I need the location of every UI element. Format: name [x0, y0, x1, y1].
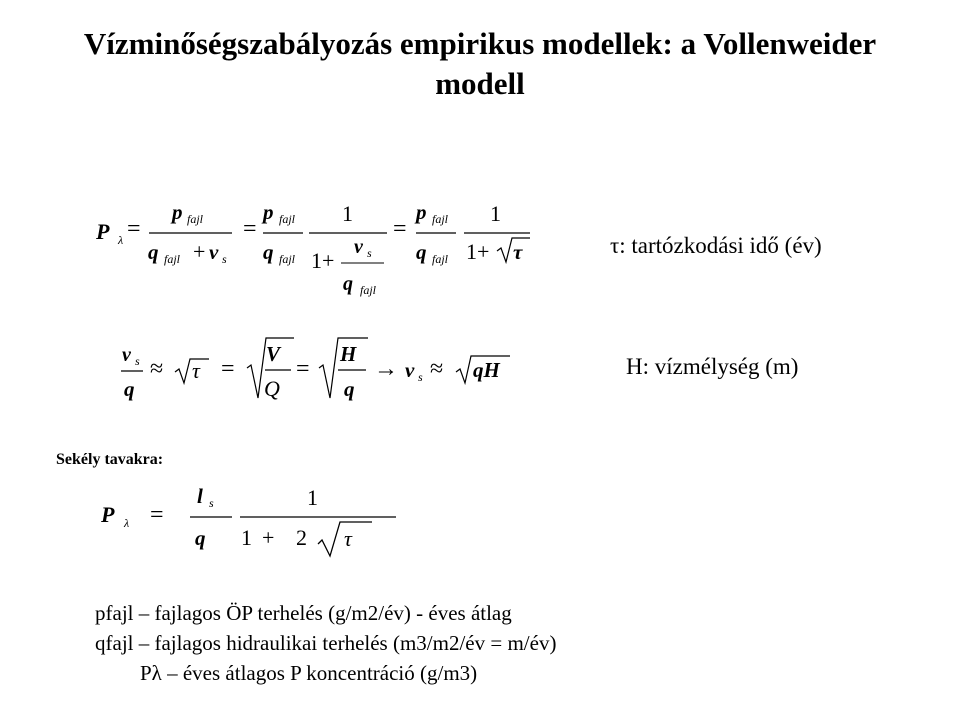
eq1-one-den5: 1 — [466, 239, 477, 264]
eq1-q-inner: q — [343, 273, 353, 295]
eq3-plus-den: + — [262, 525, 275, 550]
eq2-approx-1: ≈ — [150, 356, 164, 382]
eq2-arrow: → — [374, 356, 398, 382]
eq1-one-den3: 1 — [311, 248, 322, 273]
eq2-equals-2: = — [296, 356, 310, 382]
eq1-plus-den5: + — [477, 239, 490, 264]
eq1-tau: τ — [513, 240, 523, 264]
eq1-s-inner: s — [367, 246, 372, 260]
eq2-Q: Q — [264, 376, 280, 401]
eq1-fajl-num4: fajl — [432, 212, 449, 226]
tau-note: τ: tartózkodási idő (év) — [610, 233, 822, 258]
shallow-lakes-heading: Sekély tavakra: — [56, 451, 164, 468]
eq1-fajl-num2: fajl — [279, 212, 296, 226]
legend-plambda: Pλ – éves átlagos P koncentráció (g/m3) — [140, 661, 478, 685]
eq1-fajl-num1: fajl — [187, 212, 204, 226]
eq1-q-den1: q — [148, 240, 159, 264]
eq2-q-den: q — [124, 377, 135, 401]
eq1-plus-den1: + — [193, 239, 206, 264]
eq3-one-num: 1 — [307, 485, 318, 510]
eq3-s-num: s — [209, 496, 214, 510]
eq1-one-num5: 1 — [490, 201, 501, 226]
eq3-two-den: 2 — [296, 525, 307, 550]
eq1-fajl-den2: fajl — [279, 252, 296, 266]
eq3-P: P — [101, 502, 115, 527]
eq1-plus-den3: + — [322, 248, 335, 273]
eq2-s-num: s — [135, 354, 140, 368]
eq1-p-num1: p — [172, 200, 183, 224]
eq2-q-den2: q — [344, 377, 355, 401]
eq1-equals-3: = — [393, 216, 407, 242]
h-note: H: vízmélység (m) — [626, 354, 799, 379]
eq1-fajl-den1: fajl — [164, 252, 181, 266]
eq1-fajl-inner: fajl — [360, 283, 377, 297]
eq1-q-den2: q — [263, 240, 274, 264]
eq1-fajl-den4: fajl — [432, 252, 449, 266]
eq2-qH: qH — [473, 358, 500, 382]
eq2-v-result: v — [405, 358, 415, 382]
eq1-v-inner: v — [354, 236, 363, 258]
eq2-V: V — [266, 342, 281, 366]
eq2-tau: τ — [192, 358, 200, 383]
eq1-v-den1: v — [209, 240, 219, 264]
eq1-p-num4: p — [416, 200, 427, 224]
legend-qfajl: qfajl – fajlagos hidraulikai terhelés (m3/m2/év = m/év) — [95, 631, 557, 655]
eq3-q-den: q — [195, 526, 206, 550]
eq3-lambda-sub: λ — [124, 516, 130, 530]
page-title: Vízminőségszabályozás empirikus modellek: a Vollenweider modell — [83, 26, 877, 101]
eq1-P: P — [96, 219, 110, 244]
eq1-one-num3: 1 — [342, 201, 353, 226]
eq2-H: H — [340, 342, 357, 366]
eq3-tau: τ — [344, 526, 352, 551]
eq2-equals-1: = — [221, 356, 235, 382]
eq1-equals-1: = — [127, 216, 141, 242]
eq1-s-den1: s — [222, 252, 227, 266]
eq2-approx-2: ≈ — [430, 356, 444, 382]
eq1-q-den4: q — [416, 240, 427, 264]
eq1-lambda-sub: λ — [118, 233, 124, 247]
eq3-one-den: 1 — [241, 525, 252, 550]
eq1-equals-2: = — [243, 216, 257, 242]
eq3-equals: = — [150, 502, 164, 528]
legend-pfajl: pfajl – fajlagos ÖP terhelés (g/m2/év) - éves átlag — [95, 601, 512, 625]
eq1-p-num2: p — [263, 200, 274, 224]
eq2-v-num: v — [122, 344, 131, 366]
eq2-s-result: s — [418, 370, 423, 384]
eq3-l-num: l — [197, 484, 203, 508]
